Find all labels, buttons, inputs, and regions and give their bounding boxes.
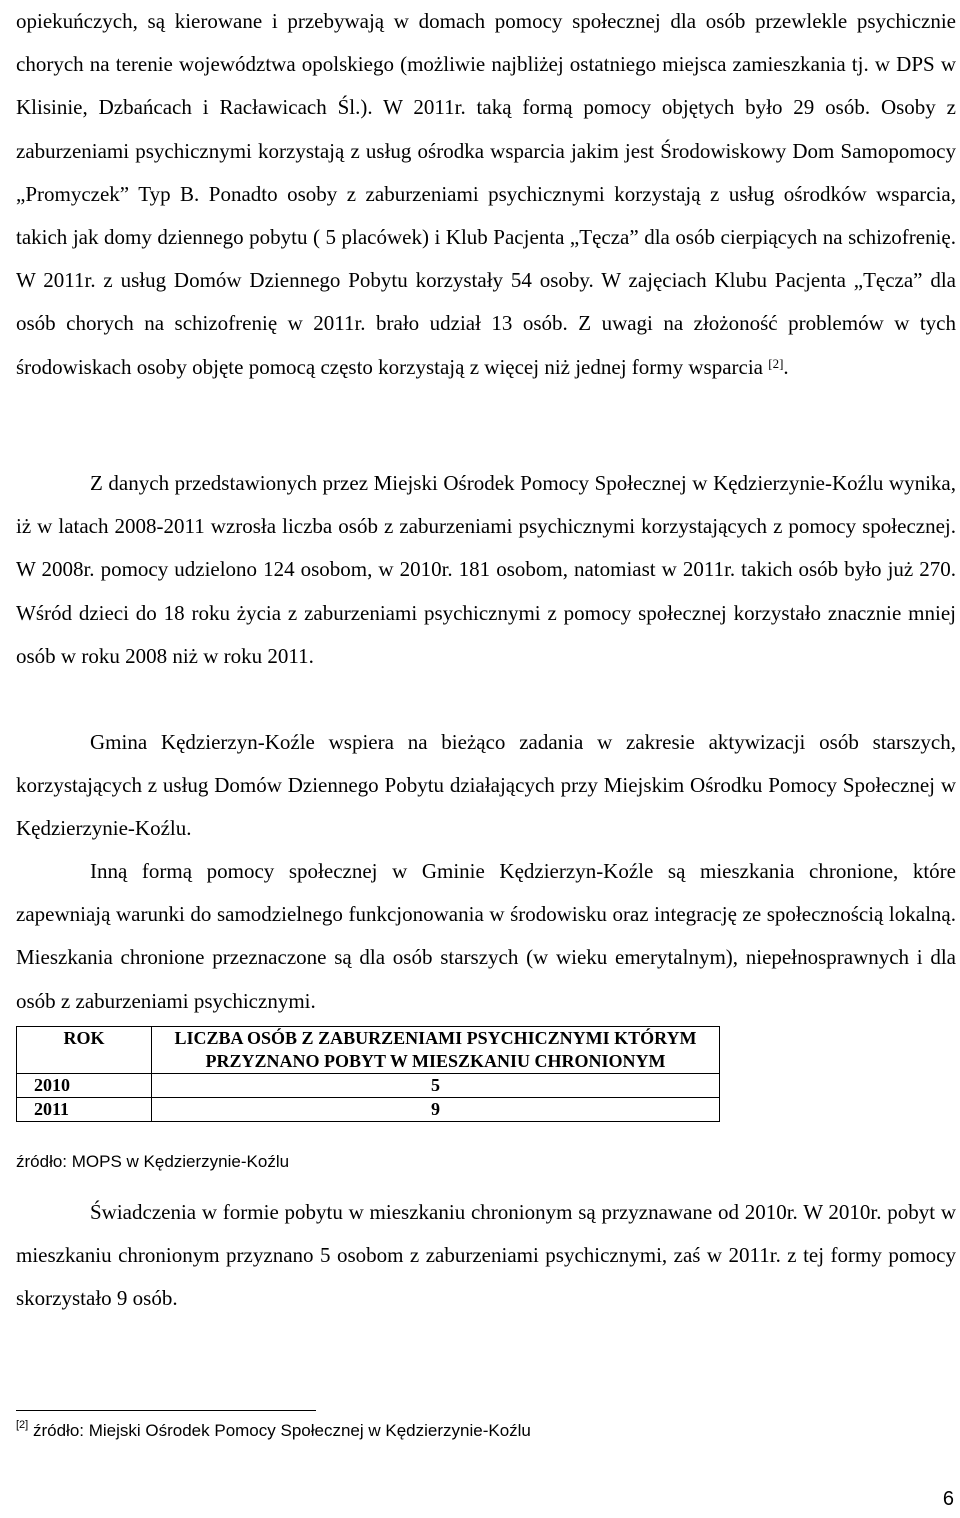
footnote-text: źródło: Miejski Ośrodek Pomocy Społecznej w Kędzierzynie-Koźlu — [32, 1421, 531, 1440]
paragraph-4-text: Inną formą pomocy społecznej w Gminie Kędzierzyn-Koźle są mieszkania chronione, które zapewniają warunki do samodzielnego funkcjonowania w środowisku oraz integrację ze społecznością lokalną. Mieszkania chronione przeznaczone są dla osób starszych (w wieku emerytalnym), niepełnosprawnych i dla osób z zaburzeniami psychicznymi. — [16, 859, 956, 1013]
table-cell-year: 2010 — [17, 1074, 152, 1098]
table-cell-year: 2011 — [17, 1098, 152, 1122]
paragraph-5-text: Świadczenia w formie pobytu w mieszkaniu chronionym są przyznawane od 2010r. W 2010r. pobyt w mieszkaniu chronionym przyznano 5 osobom z zaburzeniami psychicznymi, zaś w 2011r. z tej formy pomocy skorzystało 9 osób. — [16, 1200, 956, 1311]
paragraph-1 — [16, 0, 956, 389]
table-header-count: LICZBA OSÓB Z ZABURZENIAMI PSYCHICZNYMI KTÓRYM PRZYZNANO POBYT W MIESZKANIU CHRONIONYM — [152, 1027, 720, 1074]
table-cell-count: 5 — [152, 1074, 720, 1098]
footnote-ref: [2] — [768, 355, 784, 371]
sheltered-housing-table — [16, 1026, 720, 1122]
paragraph-2 — [16, 462, 956, 678]
footnote-marker: [2] — [16, 1419, 29, 1431]
paragraph-3 — [16, 721, 956, 851]
table-header-row — [17, 1027, 720, 1074]
table-header-year: ROK — [17, 1027, 152, 1074]
paragraph-4 — [16, 850, 956, 1023]
page-number: 6 — [942, 1488, 954, 1510]
table-source: źródło: MOPS w Kędzierzynie-Koźlu — [16, 1152, 290, 1171]
paragraph-5 — [16, 1191, 956, 1321]
paragraph-1-text: opiekuńczych, są kierowane i przebywają w domach pomocy społecznej dla osób przewlekle psychicznie chorych na terenie województwa opolskiego (możliwie najbliżej ostatniego miejsca zamieszkania tj. w DPS w Klisinie, Dzbańcach i Racławicach Śl.). W 2011r. taką formą pomocy objętych było 29 osób. Osoby z zaburzeniami psychicznymi korzystają z usług ośrodka wsparcia jakim jest Środowiskowy Dom Samopomocy „Promyczek” Typ B. Ponadto osoby z zaburzeniami psychicznymi korzystają z usług ośrodków wsparcia, takich jak domy dziennego pobytu ( 5 placówek) i Klub Pacjenta „Tęcza” dla osób cierpiących na schizofrenię. W 2011r. z usług Domów Dziennego Pobytu korzystały 54 osoby. W zajęciach Klubu Pacjenta „Tęcza” dla osób chorych na schizofrenię w 2011r. brało udział 13 osób. Z uwagi na złożoność problemów w tych środowiskach osoby objęte pomocą często korzystają z więcej niż jednej formy wsparcia — [16, 9, 956, 379]
paragraph-3-text: Gmina Kędzierzyn-Koźle wspiera na bieżąco zadania w zakresie aktywizacji osób starszych, korzystających z usług Domów Dziennego Pobytu działających przy Miejskim Ośrodku Pomocy Społecznej w Kędzierzynie-Koźlu. — [16, 730, 956, 841]
table-cell-count: 9 — [152, 1098, 720, 1122]
table-row — [17, 1098, 720, 1122]
table-row — [17, 1074, 720, 1098]
footnote-divider — [16, 1410, 316, 1411]
footnote — [16, 1421, 531, 1441]
paragraph-2-text: Z danych przedstawionych przez Miejski Ośrodek Pomocy Społecznej w Kędzierzynie-Koźlu wynika, iż w latach 2008-2011 wzrosła liczba osób z zaburzeniami psychicznymi korzystających z pomocy społecznej. W 2008r. pomocy udzielono 124 osobom, w 2010r. 181 osobom, natomiast w 2011r. takich osób było już 270. Wśród dzieci do 18 roku życia z zaburzeniami psychicznymi z pomocy społecznej korzystało znacznie mniej osób w roku 2008 niż w roku 2011. — [16, 471, 956, 668]
paragraph-1-end: . — [783, 354, 789, 379]
